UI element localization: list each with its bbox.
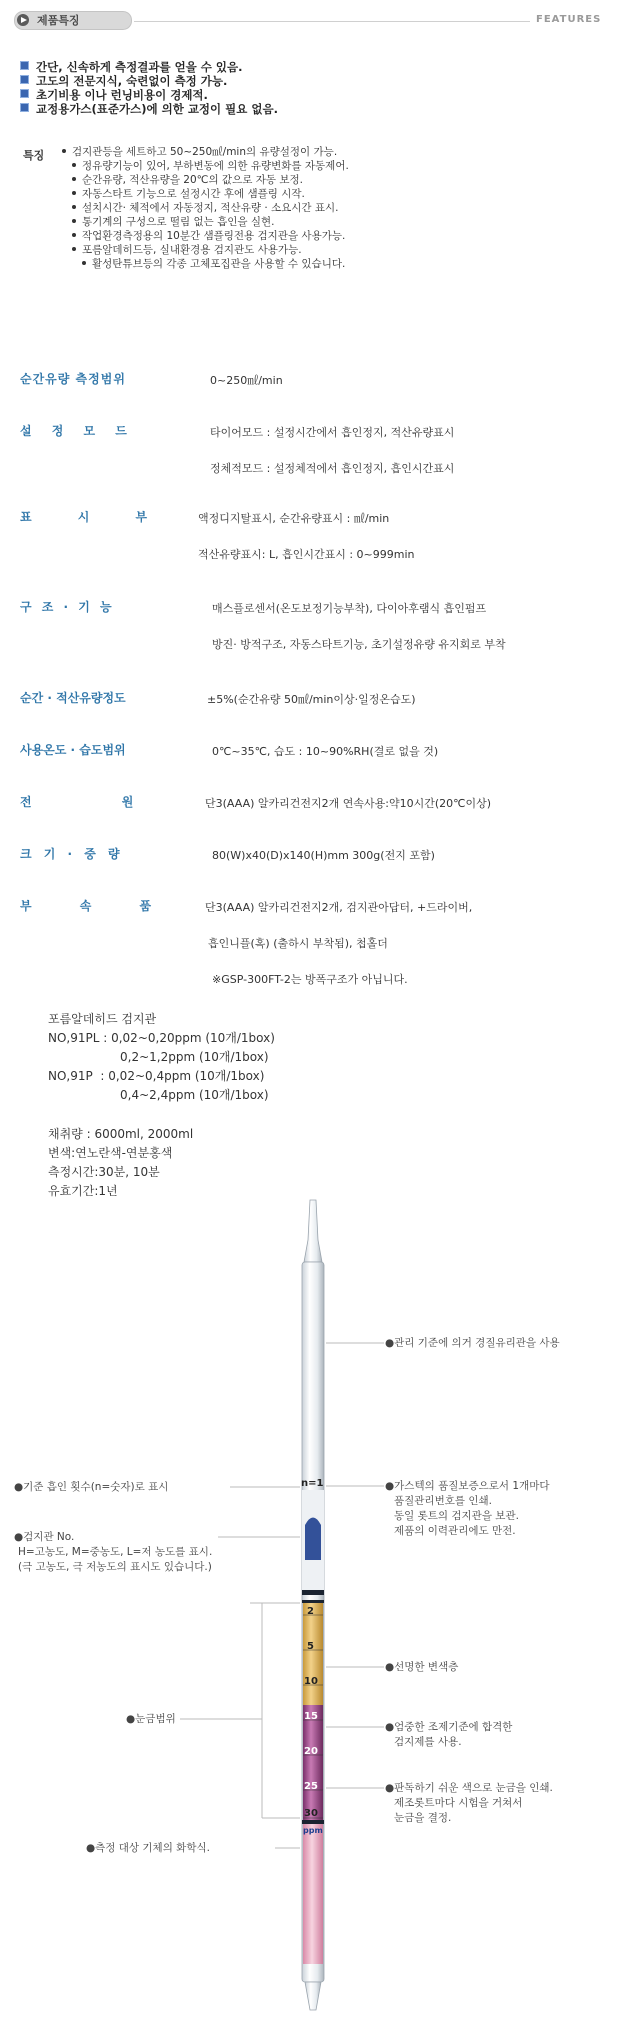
product-line: NO,91PL : 0,02~0,20ppm (10개/1box) (48, 1031, 275, 1045)
callout-scale-print: ●판독하기 쉬운 색으로 눈금을 인쇄. 제조롯트마다 시험을 거쳐서 눈금을 결정. (385, 1782, 553, 1824)
spec-value: 매스플로센서(온도보정기능부착), 다이아후램식 흡인펌프 (212, 602, 487, 615)
scale-label: 30 (304, 1808, 318, 1819)
spec-value: ±5%(순간유량 50㎖/min이상·일정온습도) (207, 693, 416, 706)
spec-label: 표 시 부 (20, 510, 149, 524)
spec-value: 0℃~35℃, 습도 : 10~90%RH(결로 없을 것) (212, 745, 439, 758)
spec-label: 순간유량 측정범위 (20, 372, 126, 386)
spec-label: 설 정 모 드 (20, 424, 128, 438)
spec-value: 80(W)x40(D)x140(H)mm 300g(전지 포함) (212, 849, 435, 862)
callout-quality-number: ●가스텍의 품질보증으로서 1개마다 품질관리번호를 인쇄. 동일 롯트의 검지관을 보관. 제품의 이력관리에도 만전. (385, 1480, 550, 1537)
callout-reagent: ●엄중한 조제기준에 합격한 검지제를 사용. (385, 1721, 513, 1748)
highlight-item: 초기비용 이나 런닝비용이 경제적. (20, 88, 278, 102)
spec-value: 타이어모드 : 설정시간에서 흡인정지, 적산유량표시 (210, 426, 455, 439)
product-line: 0,2~1,2ppm (10개/1box) (120, 1050, 269, 1064)
callout-chemical-formula: ●측정 대상 기체의 화학식. (86, 1842, 210, 1854)
spec-value: 단3(AAA) 알카리건전지2개, 검지관아답터, +드라이버, (205, 901, 473, 914)
spec-label: 순간 · 적산유량정도 (20, 691, 126, 705)
spec-label: 크 기 · 중 량 (20, 847, 121, 861)
feature-item: 활성탄튜브등의 각종 고체포집관을 사용할 수 있습니다. (62, 257, 349, 271)
spec-value: 정체적모드 : 설정체적에서 흡인정지, 흡인시간표시 (210, 462, 455, 475)
feature-item: 포름알데히드등, 실내환경용 검지관도 사용가능. (62, 243, 349, 257)
callout-glass-tube: ●관리 기준에 의거 경질유리관을 사용 (385, 1337, 560, 1349)
highlight-item: 간단, 신속하게 측정결과를 얻을 수 있음. (20, 60, 278, 74)
callout-color-layer: ●선명한 변색층 (385, 1661, 459, 1673)
highlight-item: 교정용가스(표준가스)에 의한 교정이 필요 없음. (20, 102, 278, 116)
feature-item: 정유량기능이 있어, 부하변동에 의한 유량변화를 자동제어. (62, 159, 349, 173)
callout-scale-range: ●눈금범위 (126, 1713, 176, 1725)
product-line: 0,4~2,4ppm (10개/1box) (120, 1088, 269, 1102)
feature-item: 순간유량, 적산유량을 20℃의 값으로 자동 보정. (62, 173, 349, 187)
section-title: 제품특징 (37, 14, 80, 27)
tube-marker: n=1 (301, 1478, 324, 1489)
feature-item: 작업환경측정용의 10분간 샘플링전용 검지관을 사용가능. (62, 229, 349, 243)
feature-item: 검지관등을 세트하고 50~250㎖/min의 유량설정이 가능. (62, 145, 349, 159)
spec-label: 구 조 · 기 능 (20, 600, 113, 614)
formaldehyde-title: 포름알데히드 검지관 (48, 1012, 157, 1026)
scale-label: 20 (304, 1746, 318, 1757)
feature-item: 통기계의 구성으로 떨림 없는 흡인을 실현. (62, 215, 349, 229)
feature-item: 자동스타트 기능으로 설정시간 후에 샘플링 시작. (62, 187, 349, 201)
spec-value: 0~250㎖/min (210, 374, 283, 387)
scale-label: 15 (304, 1711, 318, 1722)
scale-label: 10 (304, 1676, 318, 1687)
detail-line: 채취량 : 6000ml, 2000ml (48, 1127, 194, 1141)
detail-line: 변색:연노란색-연분홍색 (48, 1146, 173, 1160)
callout-suction-count: ●기준 흡인 횟수(n=숫자)로 표시 (14, 1481, 169, 1493)
detail-line: 측정시간:30분, 10분 (48, 1165, 160, 1179)
feature-item: 설치시간· 체적에서 자동정지, 적산유량 · 소요시간 표시. (62, 201, 349, 215)
scale-label: 25 (304, 1781, 318, 1792)
scale-label: 5 (307, 1641, 314, 1652)
spec-value: 액정디지탈표시, 순간유량표시 : ㎖/min (198, 512, 390, 525)
spec-value: 방진· 방적구조, 자동스타트기능, 초기설정유량 유지회로 부착 (212, 638, 506, 651)
spec-value: 단3(AAA) 알카리건전지2개 연속사용:약10시간(20℃이상) (205, 797, 492, 810)
spec-label: 전 원 (20, 795, 135, 809)
features-heading: 특징 (23, 149, 45, 162)
unit-label: ppm (303, 1826, 323, 1835)
spec-value: ※GSP-300FT-2는 방폭구조가 아닙니다. (212, 973, 408, 986)
spec-label: 부 속 품 (20, 899, 153, 913)
product-line: NO,91P : 0,02~0,4ppm (10개/1box) (48, 1069, 265, 1083)
detail-line: 유효기간:1년 (48, 1184, 118, 1198)
highlight-item: 고도의 전문지식, 숙련없이 측정 가능. (20, 74, 278, 88)
spec-value: 흡인니플(혹) (출하시 부착됨), 첩홀더 (208, 937, 388, 950)
features-label: FEATURES (536, 14, 602, 25)
callout-tube-number: ●검지관 No. H=고농도, M=중농도, L=저 농도를 표시. (극 고농도, 극 저농도의 표시도 있습니다.) (14, 1531, 213, 1573)
scale-label: 2 (307, 1606, 314, 1617)
spec-label: 사용온도 · 습도범위 (20, 743, 126, 757)
spec-value: 적산유량표시: L, 흡인시간표시 : 0~999min (198, 548, 415, 561)
